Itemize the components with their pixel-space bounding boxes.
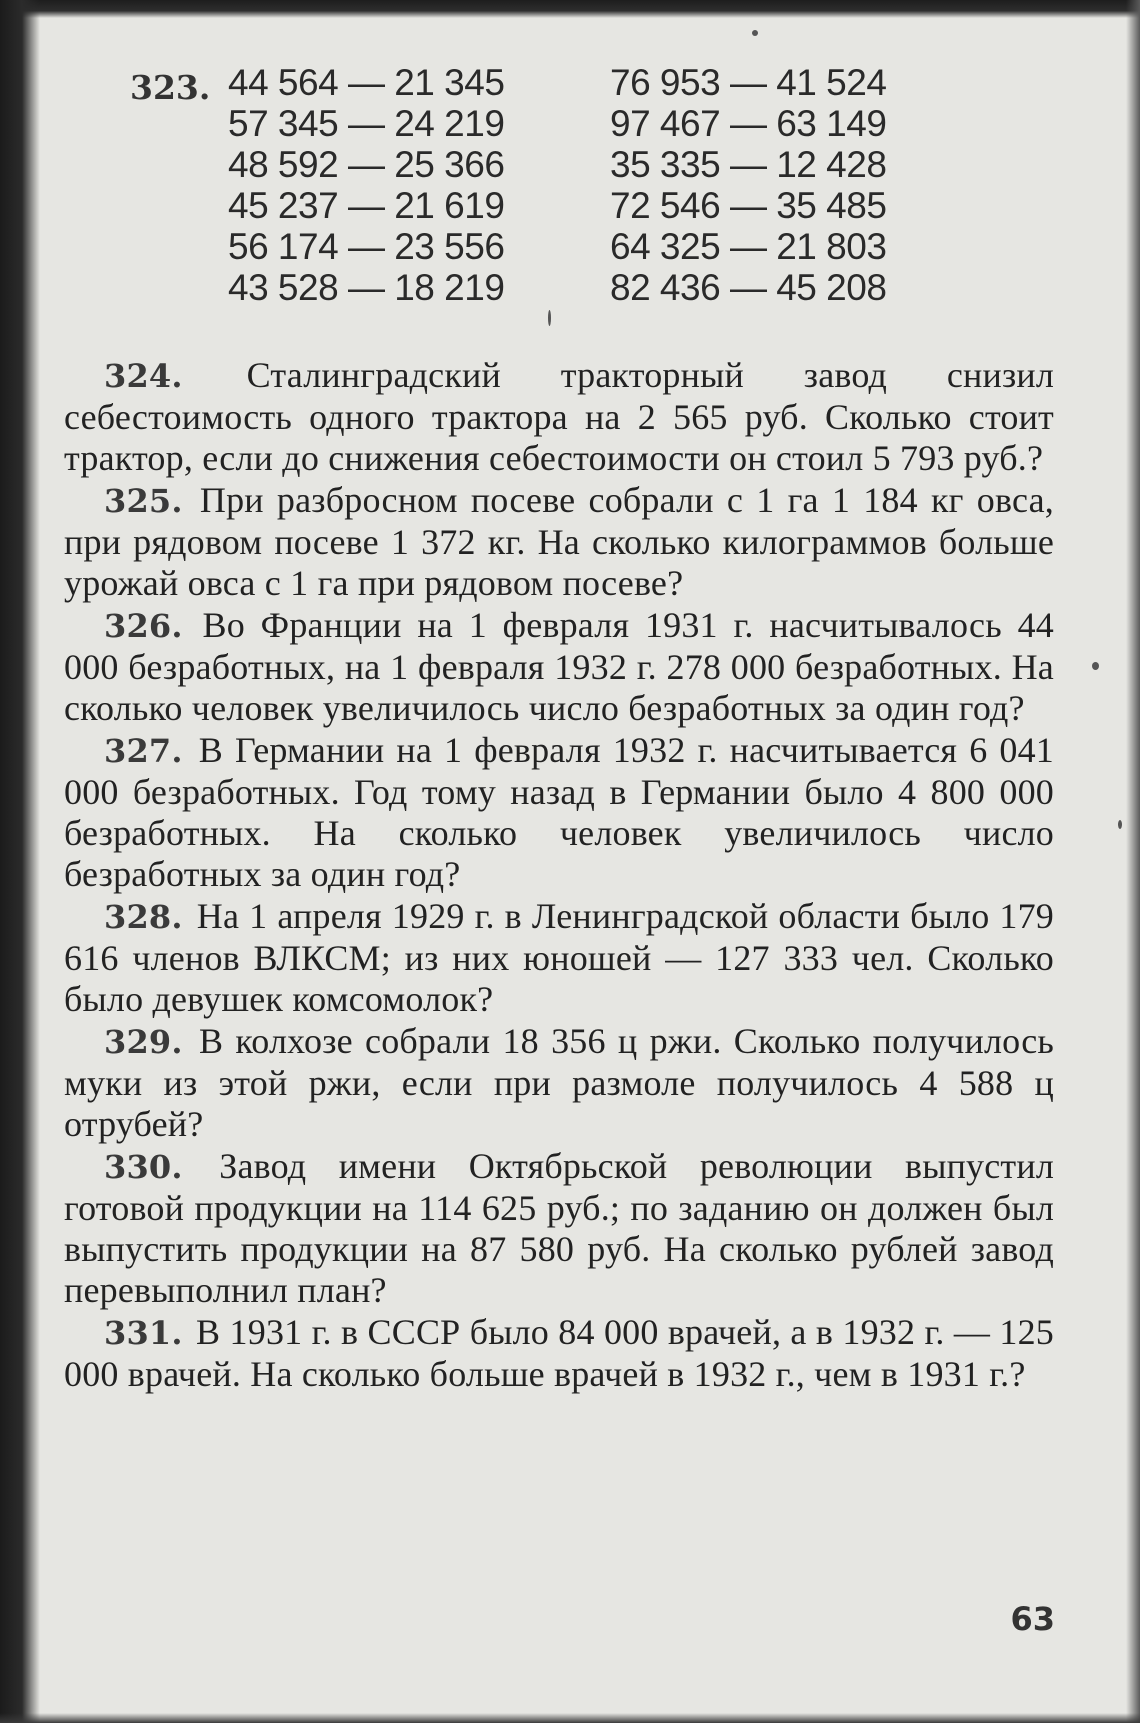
problem-327 [64, 730, 1054, 895]
exercise-number: 323. [130, 68, 211, 107]
problem-328 [64, 896, 1054, 1020]
problem-330 [64, 1146, 1054, 1311]
problem-text: Завод имени Октябрьской революции выпустил готовой продукции на 114 625 руб.; по заданию он должен был выпустить продукции на 87 580 руб. На сколько рублей завод перевыполнил план? [64, 1146, 1054, 1310]
problem-number: 328. [104, 898, 183, 936]
expression: 35 335 — 12 428 [610, 144, 887, 185]
problem-number: 330. [104, 1148, 183, 1186]
problem-326 [64, 605, 1054, 729]
problem-331 [64, 1312, 1054, 1395]
scan-edge-bottom [0, 1713, 1140, 1723]
expression: 45 237 — 21 619 [228, 185, 505, 226]
problem-325 [64, 480, 1054, 604]
scan-speck [752, 30, 758, 36]
problem-text: Во Франции на 1 февраля 1931 г. насчитывалось 44 000 безработных, на 1 февраля 1932 г. 278 000 безработных. На сколько человек увеличилось число безработных за один год? [64, 605, 1054, 728]
expression: 82 436 — 45 208 [610, 267, 887, 308]
problem-324 [64, 355, 1054, 479]
expression: 57 345 — 24 219 [228, 103, 505, 144]
right-column [610, 62, 886, 308]
page-number: 63 [1010, 1600, 1055, 1638]
expression: 56 174 — 23 556 [228, 226, 505, 267]
scan-edge-left [0, 0, 40, 1723]
problem-number: 324. [104, 357, 183, 395]
expression: 76 953 — 41 524 [610, 62, 887, 103]
expression: 97 467 — 63 149 [610, 103, 887, 144]
exercise-323 [130, 62, 930, 322]
problem-text: В колхозе собрали 18 356 ц ржи. Сколько получилось муки из этой ржи, если при размоле получилось 4 588 ц отрубей? [64, 1021, 1054, 1144]
problem-text: При разбросном посеве собрали с 1 га 1 184 кг овса, при рядовом посеве 1 372 кг. На сколько килограммов больше урожай овса с 1 га при рядовом посеве? [64, 480, 1054, 603]
problem-number: 329. [104, 1023, 183, 1061]
left-column [228, 62, 504, 308]
scan-edge-top [0, 0, 1140, 18]
problem-number: 325. [104, 482, 183, 520]
problem-text: Сталинградский тракторный завод снизил себестоимость одного трактора на 2 565 руб. Сколько стоит трактор, если до снижения себестоимости он стоил 5 793 руб.? [64, 355, 1054, 478]
scan-speck [1118, 820, 1122, 829]
scan-speck [1092, 662, 1099, 670]
problem-text: В 1931 г. в СССР было 84 000 врачей, а в 1932 г. — 125 000 врачей. На сколько больше врачей в 1932 г., чем в 1931 г.? [64, 1312, 1054, 1394]
problem-number: 331. [104, 1314, 183, 1352]
problem-329 [64, 1021, 1054, 1145]
problem-list [64, 355, 1054, 1396]
expression: 72 546 — 35 485 [610, 185, 887, 226]
problem-text: В Германии на 1 февраля 1932 г. насчитывается 6 041 000 безработных. Год тому назад в Германии было 4 800 000 безработных. На сколько человек увеличилось число безработных за один год? [64, 730, 1054, 894]
problem-number: 327. [104, 732, 183, 770]
scan-edge-right [1126, 0, 1140, 1723]
problem-number: 326. [104, 607, 183, 645]
problem-text: На 1 апреля 1929 г. в Ленинградской области было 179 616 членов ВЛКСМ; из них юношей — 127 333 чел. Сколько было девушек комсомолок? [64, 896, 1054, 1019]
expression: 48 592 — 25 366 [228, 144, 505, 185]
expression: 64 325 — 21 803 [610, 226, 887, 267]
expression: 44 564 — 21 345 [228, 62, 505, 103]
expression: 43 528 — 18 219 [228, 267, 505, 308]
